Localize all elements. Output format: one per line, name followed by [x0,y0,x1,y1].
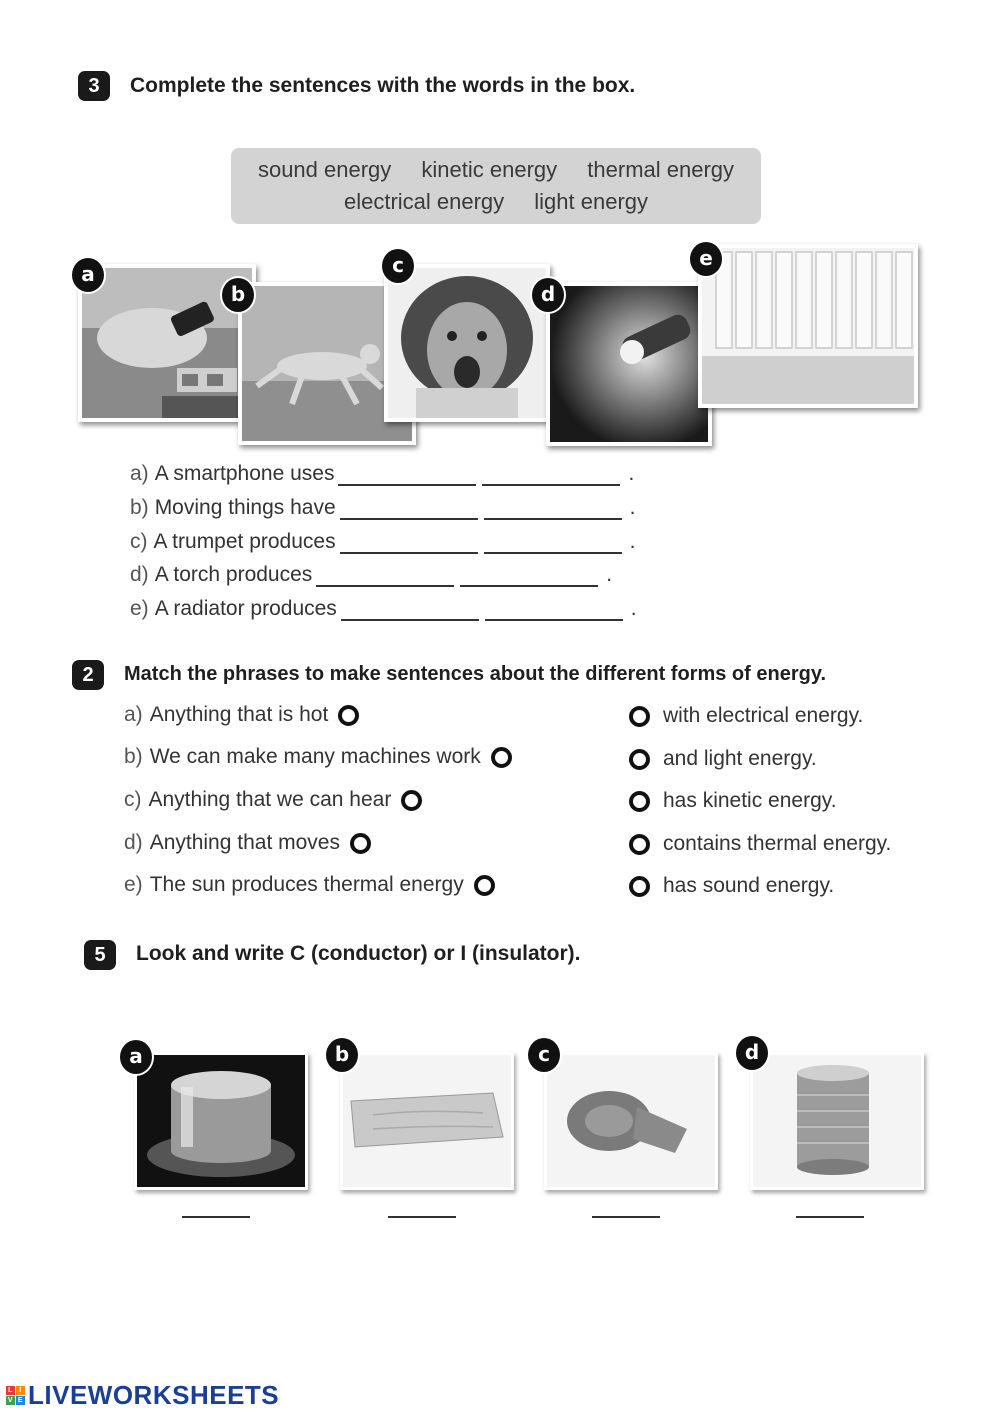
photo-label: a [118,1038,154,1076]
sentence-text: A radiator produces [154,597,337,620]
word-box [231,148,761,224]
sentence-end: . [628,462,635,485]
sentence-label: b) [130,496,149,519]
match-dot[interactable] [350,833,371,854]
match-dot[interactable] [629,876,650,897]
answer-blank[interactable] [482,466,620,486]
radiator-photo [698,244,918,408]
match-text: We can make many machines work [149,745,481,768]
match-dot[interactable] [474,875,495,896]
answer-blank[interactable] [182,1216,250,1218]
wool-scarf-photo [544,1052,718,1190]
photo-label: b [324,1036,360,1074]
photo-label: c [380,247,416,285]
match-right-item [629,789,837,813]
match-right-item [629,747,817,771]
sentence-label: c) [130,530,148,553]
saucepan-photo [134,1052,308,1190]
brand-text: LIVEWORKSHEETS [28,1380,280,1410]
photo-label: e [688,240,724,278]
match-text: and light energy. [663,747,817,770]
word-box-item: electrical energy [343,189,505,214]
exercise-number: 3 [78,71,110,101]
answer-blank[interactable] [484,500,622,520]
match-text: has kinetic energy. [663,789,837,812]
match-label: e) [124,873,143,896]
word-box-item: thermal energy [587,157,735,182]
exercise-title: Look and write C (conductor) or I (insulator). [136,942,581,965]
match-dot[interactable] [491,747,512,768]
girl-shouting-photo [384,264,550,422]
sentence-text: A torch produces [154,563,313,586]
answer-blank[interactable] [338,466,476,486]
exercise-number: 2 [72,660,104,690]
exercise-number: 5 [84,940,116,970]
sentence-end: . [629,530,636,553]
photo-label: b [220,276,256,314]
sentence-row [130,597,637,621]
match-dot[interactable] [629,706,650,727]
match-left-item [124,831,371,855]
answer-blank[interactable] [316,567,454,587]
match-dot[interactable] [629,834,650,855]
match-left-item [124,788,422,812]
sentence-text: A trumpet produces [153,530,336,553]
answer-blank[interactable] [460,567,598,587]
sentence-text: Moving things have [154,496,336,519]
match-label: c) [124,788,142,811]
match-text: has sound energy. [663,874,835,897]
photo-label: c [526,1036,562,1074]
answer-blank[interactable] [484,534,622,554]
match-dot[interactable] [338,705,359,726]
sentence-text: A smartphone uses [154,462,335,485]
answer-blank[interactable] [388,1216,456,1218]
sentence-label: e) [130,597,149,620]
answer-blank[interactable] [485,601,623,621]
match-dot[interactable] [629,749,650,770]
match-text: Anything that we can hear [148,788,392,811]
match-left-item [124,745,512,769]
word-box-item: light energy [534,189,649,214]
answer-blank[interactable] [796,1216,864,1218]
match-label: b) [124,745,143,768]
word-box-item: kinetic energy [421,157,558,182]
match-text: contains thermal energy. [663,832,892,855]
answer-blank[interactable] [340,534,478,554]
tin-can-photo [750,1052,924,1190]
word-box-item: sound energy [257,157,392,182]
sentence-end: . [629,496,636,519]
match-text: Anything that is hot [149,703,329,726]
match-right-item [629,704,863,728]
wooden-plank-photo [340,1052,514,1190]
sentence-row [130,462,634,486]
match-left-item [124,873,495,897]
sentence-row [130,563,612,587]
match-label: d) [124,831,143,854]
exercise-title: Complete the sentences with the words in the box. [130,74,636,97]
match-dot[interactable] [401,790,422,811]
match-left-item [124,703,359,727]
match-label: a) [124,703,143,726]
sentence-row [130,530,635,554]
photo-label: d [530,276,566,314]
match-right-item [629,874,834,898]
torch-light-photo [546,282,712,446]
answer-blank[interactable] [341,601,479,621]
sentence-row [130,496,635,520]
exercise-title: Match the phrases to make sentences about the different forms of energy. [124,663,827,685]
photo-label: d [734,1034,770,1072]
match-dot[interactable] [629,791,650,812]
sentence-label: d) [130,563,149,586]
match-text: The sun produces thermal energy [149,873,464,896]
sentence-end: . [606,563,613,586]
liveworksheets-logo[interactable] [6,1380,279,1411]
match-text: with electrical energy. [663,704,864,727]
answer-blank[interactable] [340,500,478,520]
match-text: Anything that moves [149,831,340,854]
answer-blank[interactable] [592,1216,660,1218]
logo-mark-icon: L I V E [7,1387,24,1404]
sentence-label: a) [130,462,149,485]
sentence-end: . [630,597,637,620]
photo-label: a [70,256,106,294]
match-right-item [629,832,891,856]
